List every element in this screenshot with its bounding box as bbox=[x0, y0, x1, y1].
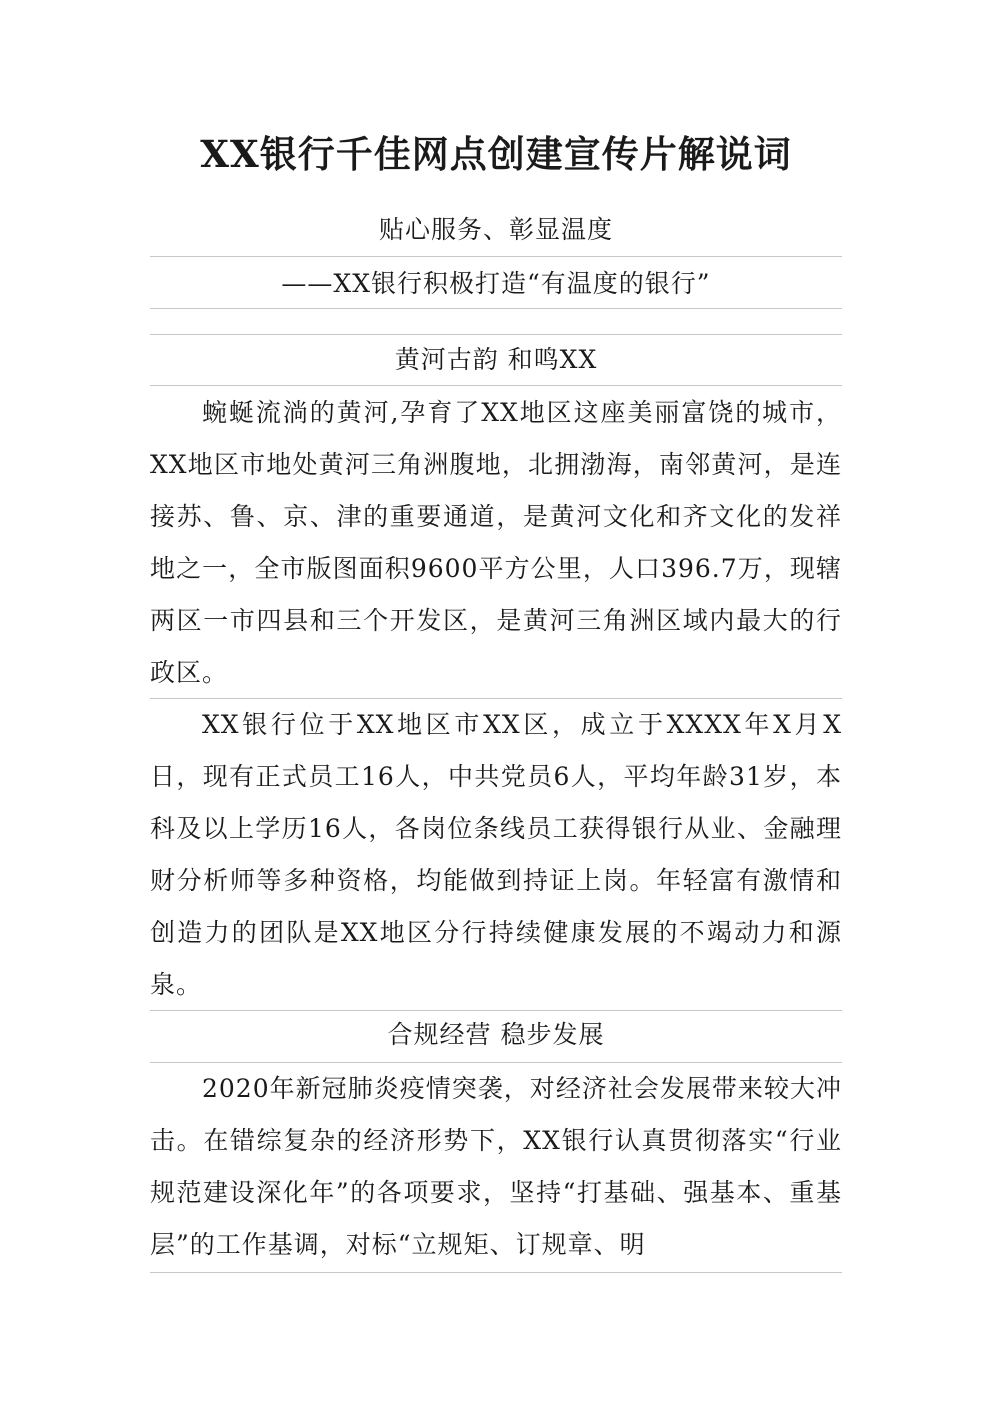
section-heading: 合规经营 稳步发展 bbox=[387, 1020, 605, 1049]
subtitle-secondary: ——XX银行积极打造“有温度的银行” bbox=[281, 269, 711, 298]
body-paragraph: XX银行位于XX地区市XX区，成立于XXXX年X月X日，现有正式员工16人，中共党员6人，平均年龄31岁，本科及以上学历16人，各岗位条线员工获得银行从业、金融理财分析师等多种资格，均能做到持证上岗。年轻富有激情和创造力的团队是XX地区分行持续健康发展的不竭动力和源泉。 bbox=[150, 710, 842, 999]
divider bbox=[150, 256, 842, 257]
divider bbox=[150, 1010, 842, 1011]
divider bbox=[150, 1272, 842, 1273]
body-paragraph: 蜿蜒流淌的黄河,孕育了XX地区这座美丽富饶的城市，XX地区市地处黄河三角洲腹地，北拥渤海，南邻黄河，是连接苏、鲁、京、津的重要通道，是黄河文化和齐文化的发祥地之一，全市版图面积9600平方公里，人口396.7万，现辖两区一市四县和三个开发区，是黄河三角洲区域内最大的行政区。 bbox=[150, 398, 842, 687]
divider bbox=[150, 334, 842, 335]
body-paragraph: 2020年新冠肺炎疫情突袭，对经济社会发展带来较大冲击。在错综复杂的经济形势下，XX银行认真贯彻落实“行业规范建设深化年”的各项要求，坚持“打基础、强基本、重基层”的工作基调，对标“立规矩、订规章、明 bbox=[150, 1074, 842, 1259]
subtitle: 贴心服务、彰显温度 bbox=[378, 215, 613, 244]
section-heading: 黄河古韵 和鸣XX bbox=[394, 345, 598, 374]
document-title: XX银行千佳网点创建宣传片解说词 bbox=[200, 132, 792, 176]
divider bbox=[150, 308, 842, 309]
divider bbox=[150, 385, 842, 386]
